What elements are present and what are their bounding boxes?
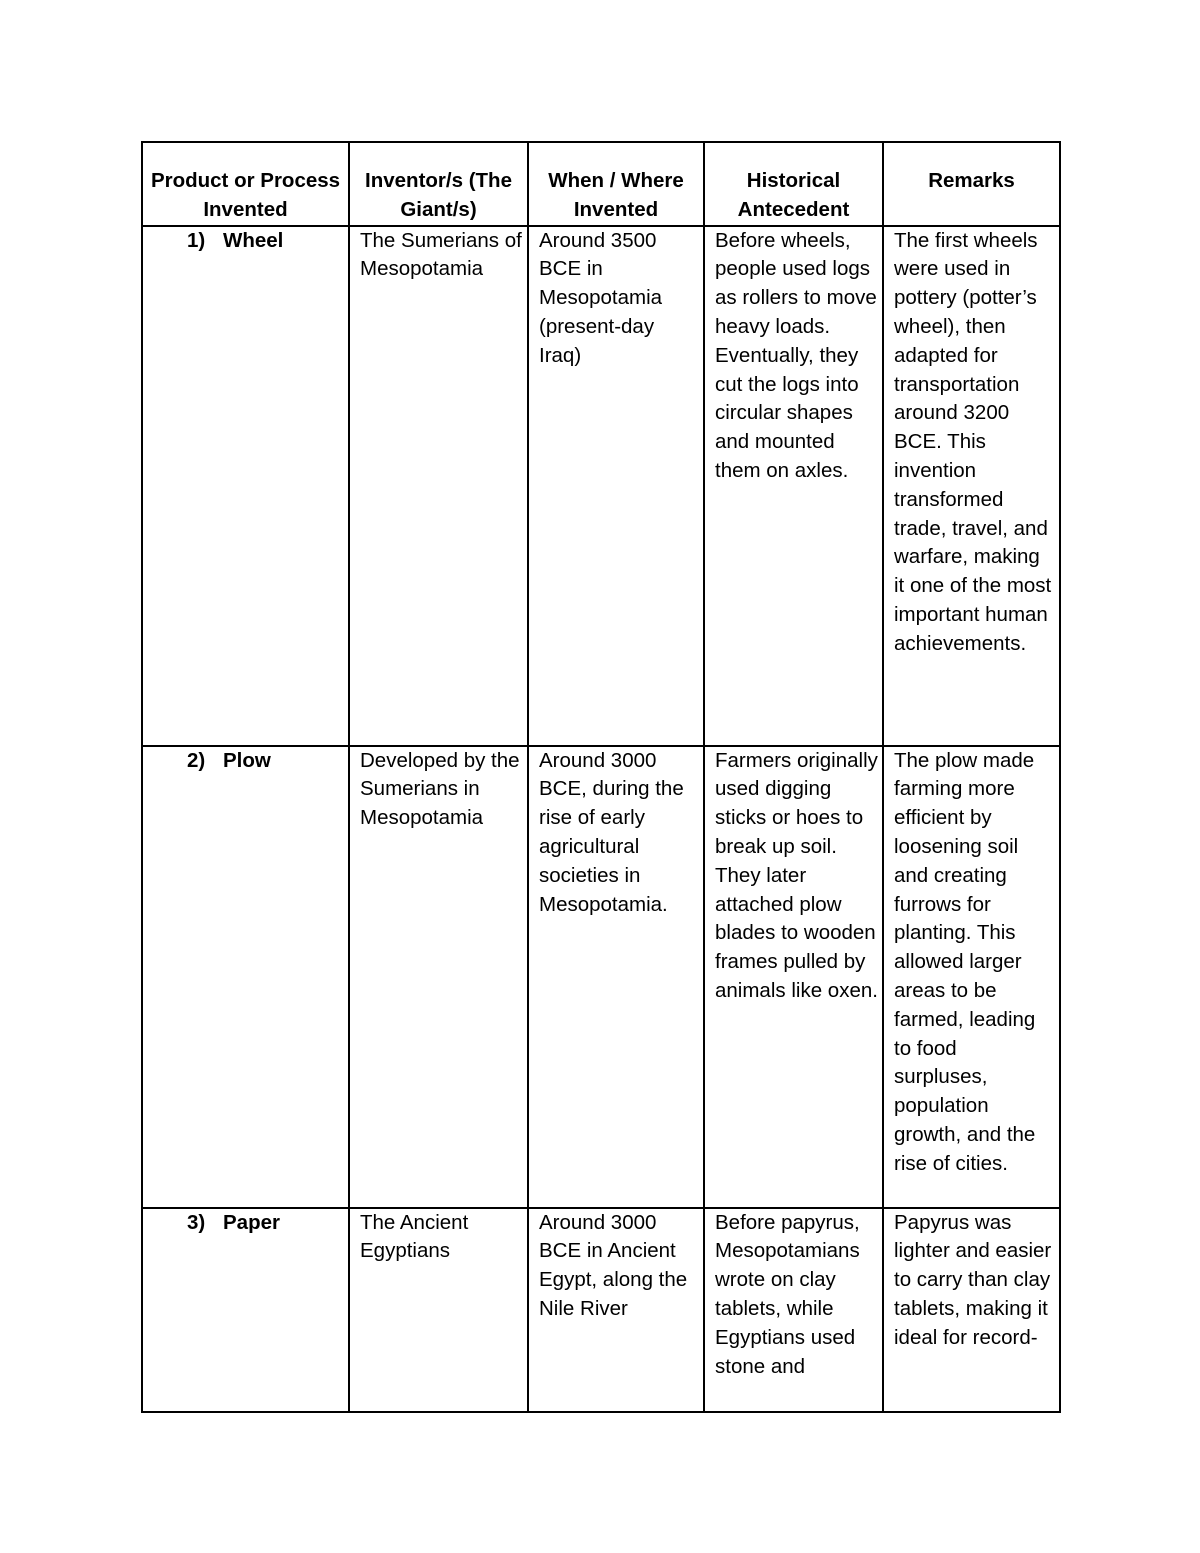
product-name: Paper [223, 1210, 280, 1234]
row-number: 3) [187, 1210, 206, 1234]
header-product: Product or Process Invented [142, 142, 349, 226]
table-row [142, 226, 1060, 746]
inventor-cell [349, 1208, 528, 1412]
table-header [142, 142, 1060, 226]
remarks-cell: The first wheels were used in pottery (potter’s wheel), then adapted for transportation around 3200 BCE. This invention transformed trade, travel, and warfare, making it one of the most important human achievements. [883, 226, 1060, 746]
product-name: Plow [223, 748, 271, 772]
inventor-text: The Ancient Egyptians [360, 1210, 469, 1263]
when-where-text: Around 3000 BCE in Ancient Egypt, along the Nile River [539, 1210, 688, 1320]
product-cell [142, 746, 349, 1208]
product-name: Wheel [223, 228, 284, 252]
header-antecedent: Historical Antecedent [704, 142, 883, 226]
when-where-cell: Around 3000 BCE, during the rise of early agricultural societies in Mesopotamia. [528, 746, 704, 1208]
antecedent-cell: Before wheels, people used logs as rollers to move heavy loads. Eventually, they cut the logs into circular shapes and mounted them on axles. [704, 226, 883, 746]
product-cell [142, 226, 349, 746]
table-row [142, 1208, 1060, 1412]
header-row [142, 142, 1060, 226]
product-cell [142, 1208, 349, 1412]
header-when-where: When / Where Invented [528, 142, 704, 226]
when-where-cell [528, 1208, 704, 1412]
row-number: 2) [187, 748, 206, 772]
inventor-cell: The Sumerians of Mesopotamia [349, 226, 528, 746]
remarks-cell [883, 1208, 1060, 1412]
antecedent-text: Before papyrus, Mesopotamians wrote on clay tablets, while Egyptians used stone and [715, 1210, 860, 1378]
table-row [142, 746, 1060, 1208]
remarks-cell: The plow made farming more efficient by loosening soil and creating furrows for planting. This allowed larger areas to be farmed, leading to food surpluses, population growth, and the rise of cities. [883, 746, 1060, 1208]
when-where-cell: Around 3500 BCE in Mesopotamia (present-day Iraq) [528, 226, 704, 746]
table-body [142, 226, 1060, 1412]
antecedent-cell [704, 1208, 883, 1412]
remarks-text: Papyrus was lighter and easier to carry than clay tablets, making it ideal for record- [894, 1210, 1052, 1349]
inventor-cell: Developed by the Sumerians in Mesopotamia [349, 746, 528, 1208]
header-inventor: Inventor/s (The Giant/s) [349, 142, 528, 226]
antecedent-cell: Farmers originally used digging sticks or hoes to break up soil. They later attached plow blades to wooden frames pulled by animals like oxen. [704, 746, 883, 1208]
row-number: 1) [187, 228, 206, 252]
inventions-table [141, 141, 1061, 1413]
header-remarks: Remarks [883, 142, 1060, 226]
